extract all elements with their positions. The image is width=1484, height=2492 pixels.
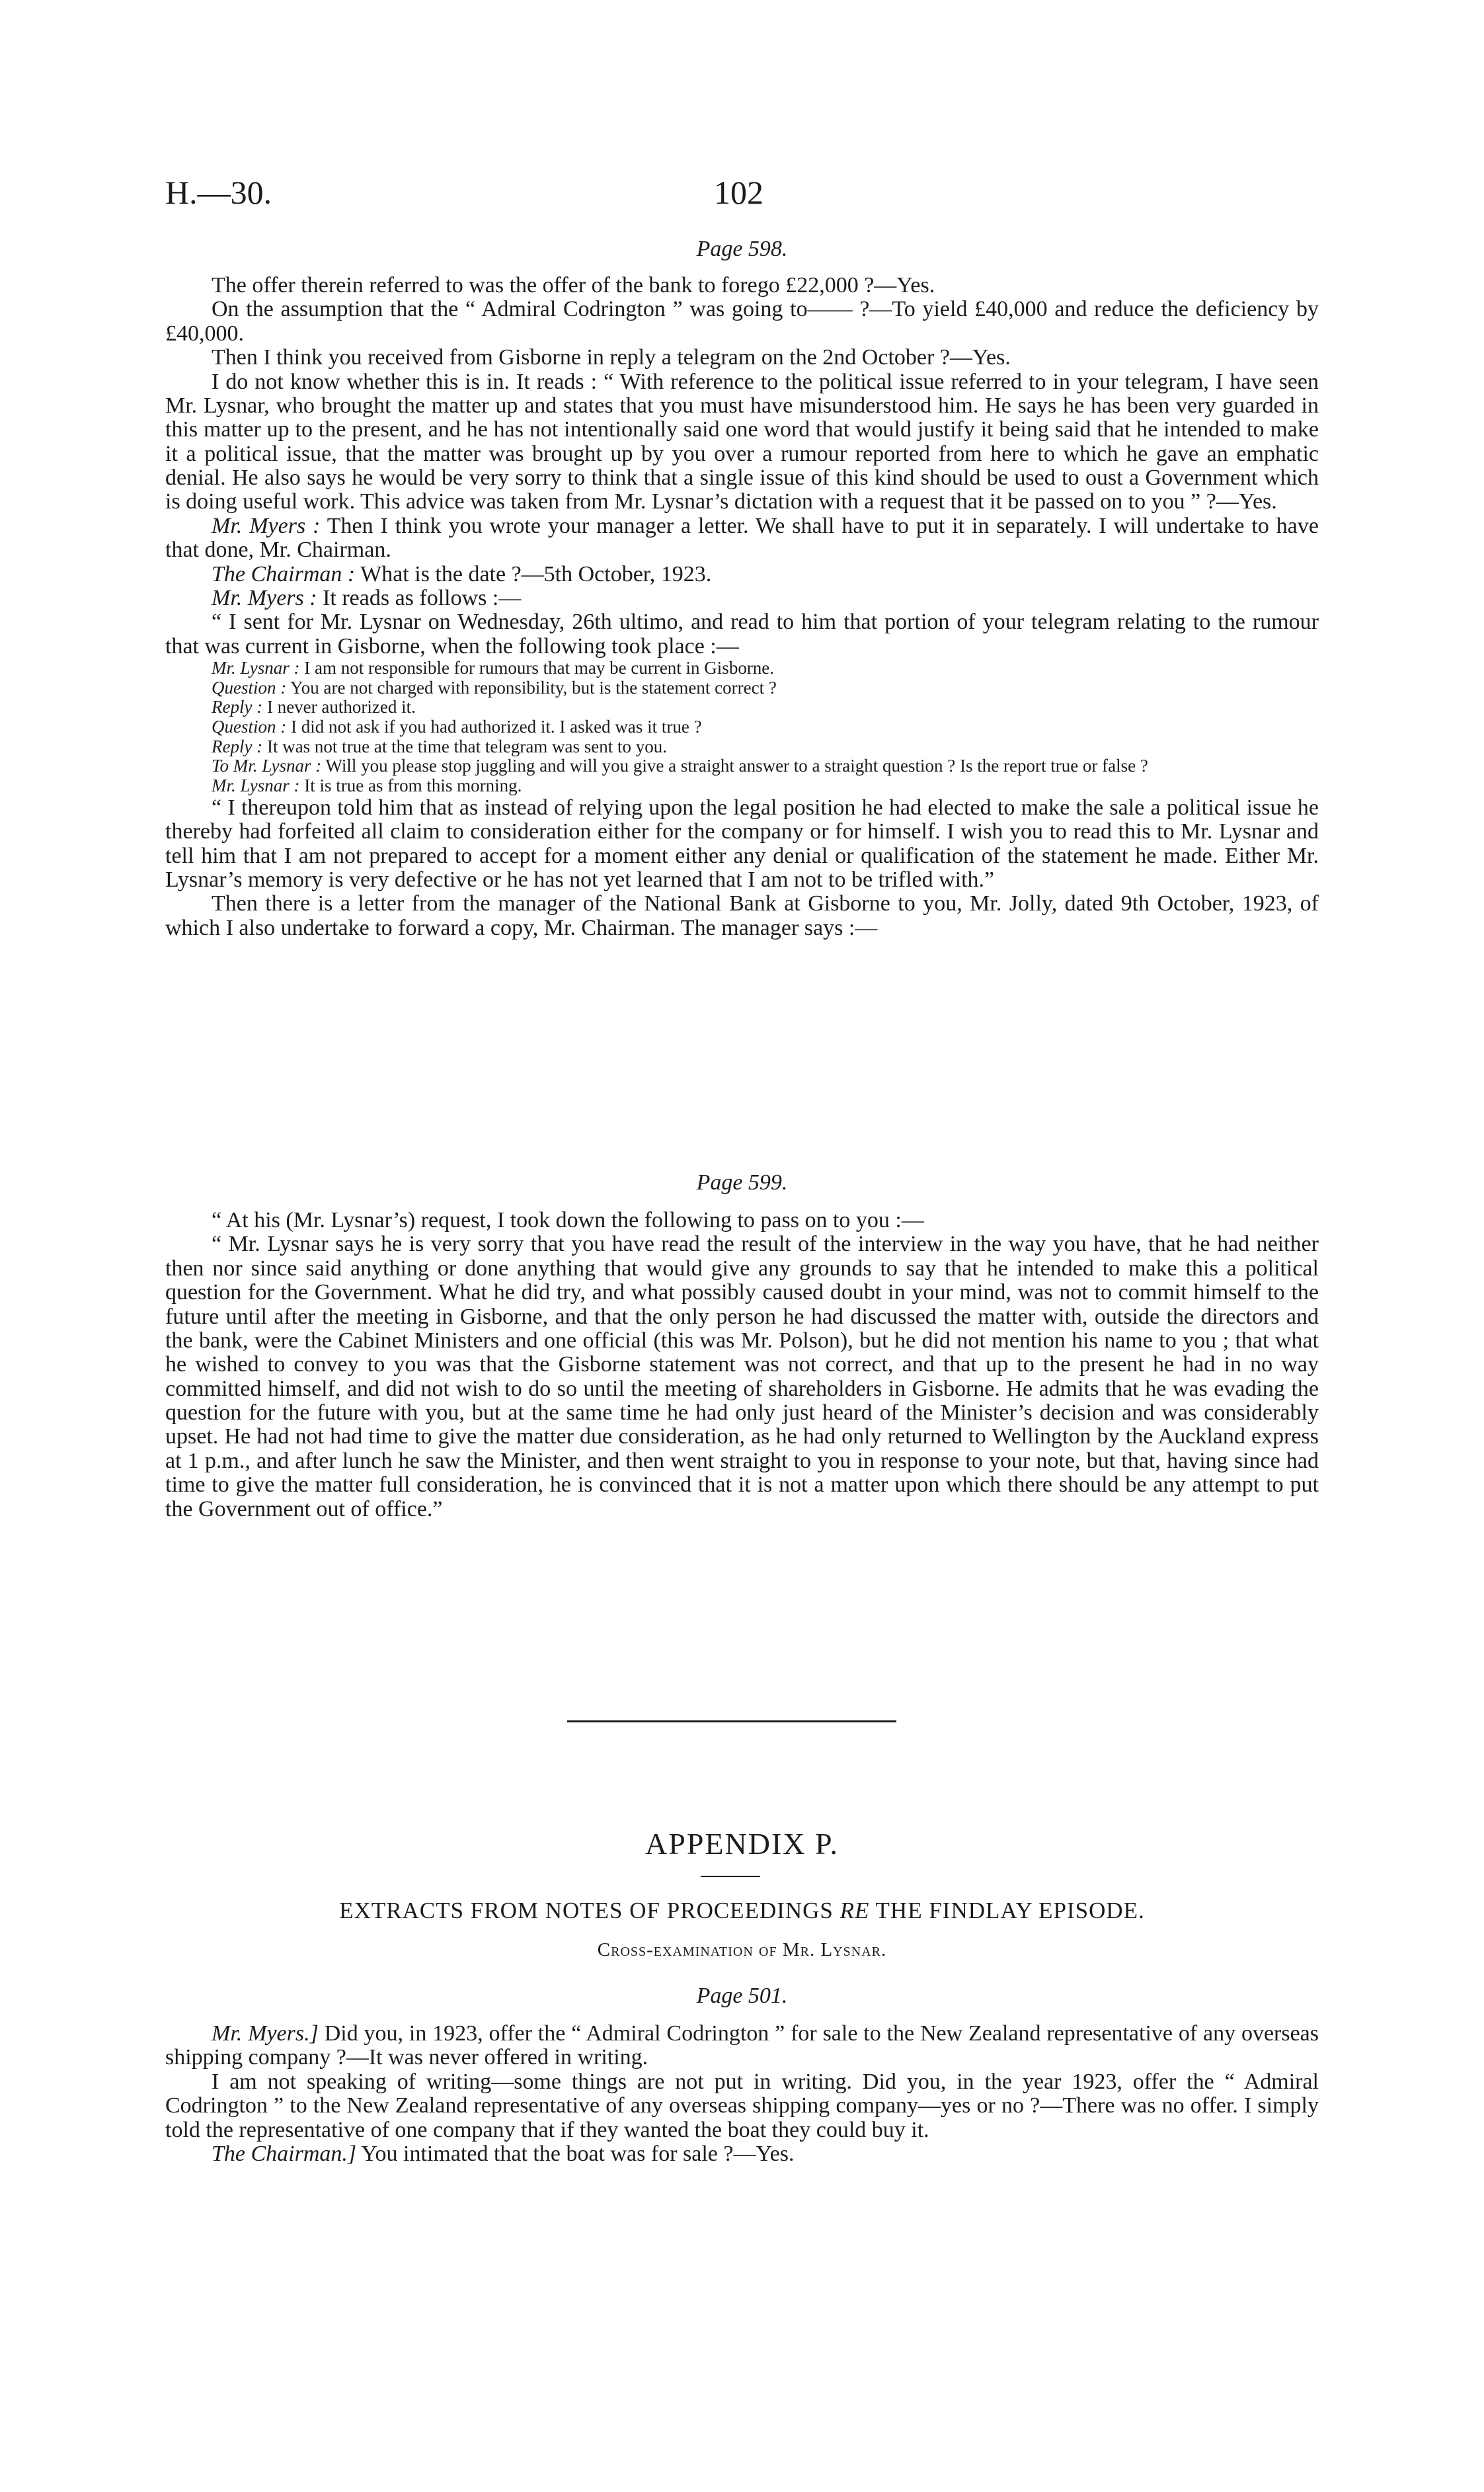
paragraph-text: Then I think you received from Gisborne in reply a telegram on the 2nd October ?—Yes.	[212, 345, 1011, 370]
paragraph-text: Did you, in 1923, offer the “ Admiral Codrington ” for sale to the New Zealand representative of any overseas shipping company ?—It was never offered in writing.	[165, 2021, 1319, 2070]
paragraph-text: Then I think you wrote your manager a letter. We shall have to put it in separately. I will undertake to have that done, Mr. Chairman.	[165, 513, 1319, 563]
paragraph-text: Then there is a letter from the manager of the National Bank at Gisborne to you, Mr. Jolly, dated 9th October, 1923, of which I also undertake to forward a copy, Mr. Chairman. The manager says :—	[165, 891, 1319, 940]
paragraph	[165, 1209, 1319, 1232]
heading-text: EXTRACTS FROM NOTES OF PROCEEDINGS	[339, 1898, 840, 1923]
dialogue-line	[165, 678, 1319, 698]
paragraph-text: What is the date ?—5th October, 1923.	[355, 561, 712, 586]
section-598-body	[165, 274, 1319, 940]
dialogue-line	[165, 717, 1319, 737]
document-reference: H.—30.	[165, 174, 272, 211]
paragraph-text: On the assumption that the “ Admiral Codrington ” was going to—— ?—To yield £40,000 and reduce the deficiency by £40,000.	[165, 297, 1319, 346]
speaker-label: The Chairman :	[212, 561, 356, 586]
paragraph-text: I am not speaking of writing—some things are not put in writing. Did you, in the year 1923, offer the “ Admiral Codrington ” to the New Zealand representative of any overseas shipping company—yes or no ?—There was no offer. I simply told the representative of one company that if they wanted the boat they could buy it.	[165, 2069, 1319, 2142]
paragraph	[165, 586, 1319, 610]
speaker-label: Mr. Myers :	[212, 513, 321, 538]
paragraph	[165, 346, 1319, 370]
speaker-label: The Chairman.]	[212, 2141, 357, 2166]
paragraph-text: I do not know whether this is in. It reads : “ With reference to the political issue referred to in your telegram, I have seen Mr. Lysnar, who brought the matter up and states that you must have misunderstood him. He says he has been very guarded in this matter up to the present, and he has not intentionally said one word that would justify it being said that he intended to make it a political issue, that the matter was brought up by you over a rumour reported from here to which he gave an emphatic denial. He also says he would be very sorry to think that a single issue of this kind should be used to oust a Government which is doing useful work. This advice was taken from Mr. Lysnar’s dictation with a request that it be passed on to you ” ?—Yes.	[165, 369, 1319, 514]
dialogue-line	[165, 698, 1319, 717]
paragraph	[165, 2070, 1319, 2142]
paragraph	[165, 2142, 1319, 2166]
paragraph	[165, 1232, 1319, 1521]
speaker-label: Question :	[212, 677, 287, 698]
page-ref-598: Page 598.	[696, 237, 788, 261]
page-ref-599: Page 599.	[696, 1170, 788, 1195]
speaker-label: To Mr. Lysnar :	[212, 756, 322, 776]
speaker-label: Mr. Lysnar :	[212, 776, 300, 796]
paragraph-text: “ I sent for Mr. Lysnar on Wednesday, 26th ultimo, and read to him that portion of your telegram relating to the rumour that was current in Gisborne, when the following took place :—	[165, 610, 1319, 659]
paragraph-text: You intimated that the boat was for sale ?—Yes.	[356, 2141, 795, 2166]
paragraph	[165, 298, 1319, 346]
heading-text: THE FINDLAY EPISODE.	[869, 1898, 1145, 1923]
dialogue-line	[165, 776, 1319, 796]
extracts-heading	[0, 1898, 1484, 1924]
section-599-body	[165, 1209, 1319, 1521]
section-divider	[567, 1720, 896, 1722]
dialogue-line	[165, 737, 1319, 757]
paragraph	[165, 2022, 1319, 2070]
paragraph	[165, 274, 1319, 298]
dialogue-text: Will you please stop juggling and will you give a straight answer to a straight question ? Is the report true or false ?	[321, 756, 1148, 776]
dialogue-text: I never authorized it.	[262, 697, 416, 717]
cross-examination-heading: Cross-examination of Mr. Lysnar.	[597, 1939, 887, 1960]
paragraph-text: “ Mr. Lysnar says he is very sorry that you have read the result of the interview in the way you have, that he had neither then nor since said anything or done anything that would give any grounds to say that he intended to make this a political question for the Government. What he did try, and what possibly caused doubt in your mind, was not to commit himself to the future until after the meeting in Gisborne, and that the only person he had discussed the matter with, outside the directors and the bank, were the Cabinet Ministers and one official (this was Mr. Polson), but he did not mention his name to you ; that what he wished to convey to you was that the Gisborne statement was not correct, and that up to the present he had in no way committed himself, and did not wish to do so until the meeting of shareholders in Gisborne. He admits that he was evading the question for the future with you, but at the same time he had only just heard of the Minister’s decision and was considerably upset. He had not had time to give the matter due consideration, as he had only returned to Wellington by the Auckland express at 1 p.m., and after lunch he saw the Minister, and then went straight to you in response to your note, but that, having since had time to give the matter full consideration, he is convinced that it is not a matter upon which there should be any attempt to put the Government out of office.”	[165, 1232, 1319, 1521]
speaker-label: Mr. Myers.]	[212, 2021, 319, 2046]
appendix-body	[165, 2022, 1319, 2166]
dialogue-text: It was not true at the time that telegram was sent to you.	[262, 736, 668, 756]
paragraph-text: The offer therein referred to was the offer of the bank to forego £22,000 ?—Yes.	[212, 273, 935, 298]
speaker-label: Reply :	[212, 697, 263, 717]
speaker-label: Question :	[212, 717, 287, 737]
speaker-label: Mr. Lysnar :	[212, 658, 300, 678]
dialogue-text: It is true as from this morning.	[299, 776, 522, 796]
paragraph	[165, 563, 1319, 586]
dialogue-text: I did not ask if you had authorized it. I asked was it true ?	[286, 717, 702, 737]
paragraph	[165, 796, 1319, 893]
dialogue-text: You are not charged with reponsibility, but is the statement correct ?	[286, 677, 777, 698]
dialogue-line	[165, 756, 1319, 776]
paragraph	[165, 610, 1319, 659]
paragraph	[165, 514, 1319, 563]
speaker-label: Mr. Myers :	[212, 585, 317, 610]
paragraph-text: “ At his (Mr. Lysnar’s) request, I took down the following to pass on to you :—	[212, 1208, 924, 1232]
paragraph	[165, 370, 1319, 514]
paragraph	[165, 892, 1319, 940]
page-ref-501: Page 501.	[696, 1984, 788, 2008]
speaker-label: Reply :	[212, 736, 263, 756]
page-number: 102	[714, 174, 763, 211]
heading-re: RE	[840, 1898, 870, 1923]
title-underline	[701, 1876, 760, 1877]
paragraph-text: It reads as follows :—	[317, 585, 522, 610]
dialogue-line	[165, 659, 1319, 678]
appendix-title: APPENDIX P.	[645, 1827, 839, 1861]
paragraph-text: “ I thereupon told him that as instead of relying upon the legal position he had elected to make the sale a political issue he thereby had forfeited all claim to consideration either for the company or for himself. I wish you to read this to Mr. Lysnar and tell him that I am not prepared to accept for a moment either any denial or qualification of the statement he made. Either Mr. Lysnar’s memory is very defective or he has not yet learned that I am not to be trifled with.”	[165, 795, 1319, 892]
dialogue-text: I am not responsible for rumours that may be current in Gisborne.	[299, 658, 775, 678]
